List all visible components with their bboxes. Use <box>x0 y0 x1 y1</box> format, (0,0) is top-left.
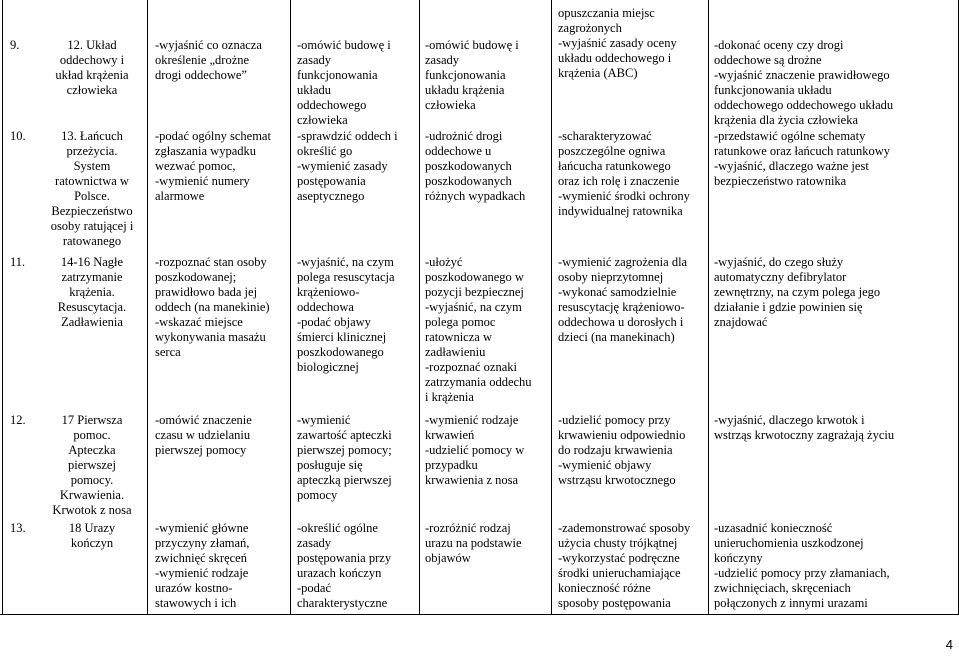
objectives-cell: -określić ogólne zasady postępowania przy urazach kończyn -podać charakterystyczne <box>297 521 392 610</box>
objectives-cell: -zademonstrować sposoby użycia chusty trójkątnej -wykorzystać podręczne środki unieruchamiające konieczność różne sposoby postępowania <box>558 521 691 610</box>
objectives-cell: -ułożyć poszkodowanego w pozycji bezpiecznej -wyjaśnić, na czym polega pomoc ratownicza w zadławieniu -rozpoznać oznaki zatrzymania oddechu i krążenia <box>425 255 532 404</box>
column-divider <box>551 0 552 615</box>
column-divider <box>708 0 709 615</box>
objectives-cell: -omówić budowę i zasady funkcjonowania układu krążenia człowieka <box>425 38 519 112</box>
objectives-cell: -rozpoznać stan osoby poszkodowanej; prawidłowo bada jej oddech (na manekinie) -wskazać miejsce wykonywania masażu serca <box>155 255 270 359</box>
objectives-cell: -udrożnić drogi oddechowe u poszkodowanych poszkodowanych różnych wypadkach <box>425 129 526 203</box>
objectives-cell: -dokonać oceny czy drogi oddechowe są drożne -wyjaśnić znaczenie prawidłowego funkcjonowania układu oddechowego oddechowego układu krążenia dla życia człowieka <box>714 38 894 127</box>
lesson-number: 10. <box>10 129 26 143</box>
lesson-title: 12. Układ oddechowy i układ krążenia człowieka <box>55 38 129 97</box>
objectives-cell: -wymienić zawartość apteczki pierwszej pomocy; posługuje się apteczką pierwszej pomocy <box>297 413 392 502</box>
table-border-bottom <box>0 614 959 615</box>
lesson-number: 13. <box>10 521 26 535</box>
table-border-left <box>2 0 3 615</box>
objectives-cell: -wyjaśnić co oznacza określenie „drożne drogi oddechowe” <box>155 38 262 82</box>
objectives-cell: -wyjaśnić, dlaczego krwotok i wstrząs krwotoczny zagrażają życiu <box>714 413 895 442</box>
lesson-number: 11. <box>10 255 26 269</box>
objectives-cell: -wymienić rodzaje krwawień -udzielić pomocy w przypadku krwawienia z nosa <box>425 413 525 487</box>
lesson-title: 17 Pierwsza pomoc. Apteczka pierwszej pomocy. Krwawienia. Krwotok z nosa <box>52 413 132 517</box>
objectives-cell: -sprawdzić oddech i określić go -wymienić zasady postępowania aseptycznego <box>297 129 398 203</box>
page-number: 4 <box>945 637 953 652</box>
objectives-cell: -scharakteryzować poszczególne ogniwa łańcucha ratunkowego oraz ich rolę i znaczenie -wymienić środki ochrony indywidualnej ratownika <box>558 129 690 218</box>
objectives-cell: -udzielić pomocy przy krwawieniu odpowiednio do rodzaju krwawienia -wymienić objawy wstrząsu krwotocznego <box>558 413 686 487</box>
objectives-cell: -wyjaśnić, do czego służy automatyczny defibrylator zewnętrzny, na czym polega jego działanie i gdzie powinien się znajdować <box>714 255 881 329</box>
objectives-cell: -podać ogólny schemat zgłaszania wypadku wezwać pomoc, -wymienić numery alarmowe <box>155 129 271 203</box>
objectives-cell: opuszczania miejsc zagrożonych -wyjaśnić zasady oceny układu oddechowego i krążenia (ABC) <box>558 6 677 80</box>
lesson-number: 12. <box>10 413 26 427</box>
objectives-cell: -wymienić zagrożenia dla osoby nieprzytomnej -wykonać samodzielnie resuscytację krążeniowo- oddechowa u dorosłych i dzieci (na manekinach) <box>558 255 688 344</box>
objectives-cell: -wymienić główne przyczyny złamań, zwichnięć skręceń -wymienić rodzaje urazów kostno- stawowych i ich <box>155 521 250 610</box>
objectives-cell: -omówić znaczenie czasu w udzielaniu pierwszej pomocy <box>155 413 252 457</box>
column-divider <box>290 0 291 615</box>
lesson-title: 14-16 Nagłe zatrzymanie krążenia. Resuscytacja. Zadławienia <box>57 255 127 329</box>
lesson-title: 13. Łańcuch przeżycia. System ratownictwa w Polsce. Bezpieczeństwo osoby ratującej i ratowanego <box>50 129 134 248</box>
column-divider <box>419 0 420 615</box>
lesson-title: 18 Urazy kończyn <box>68 521 116 550</box>
objectives-cell: -omówić budowę i zasady funkcjonowania układu oddechowego człowieka <box>297 38 391 127</box>
objectives-cell: -uzasadnić konieczność unieruchomienia uszkodzonej kończyny -udzielić pomocy przy złamaniach, zwichnięciach, skręceniach połączonych z innymi urazami <box>714 521 890 610</box>
column-divider <box>147 0 148 615</box>
objectives-cell: -wyjaśnić, na czym polega resuscytacja krążeniowo- oddechowa -podać objawy śmierci klinicznej poszkodowanego biologicznej <box>297 255 395 374</box>
objectives-cell: -rozróżnić rodzaj urazu na podstawie objawów <box>425 521 522 565</box>
objectives-cell: -przedstawić ogólne schematy ratunkowe oraz łańcuch ratunkowy -wyjaśnić, dlaczego ważne jest bezpieczeństwo ratownika <box>714 129 890 188</box>
lesson-number: 9. <box>10 38 20 52</box>
